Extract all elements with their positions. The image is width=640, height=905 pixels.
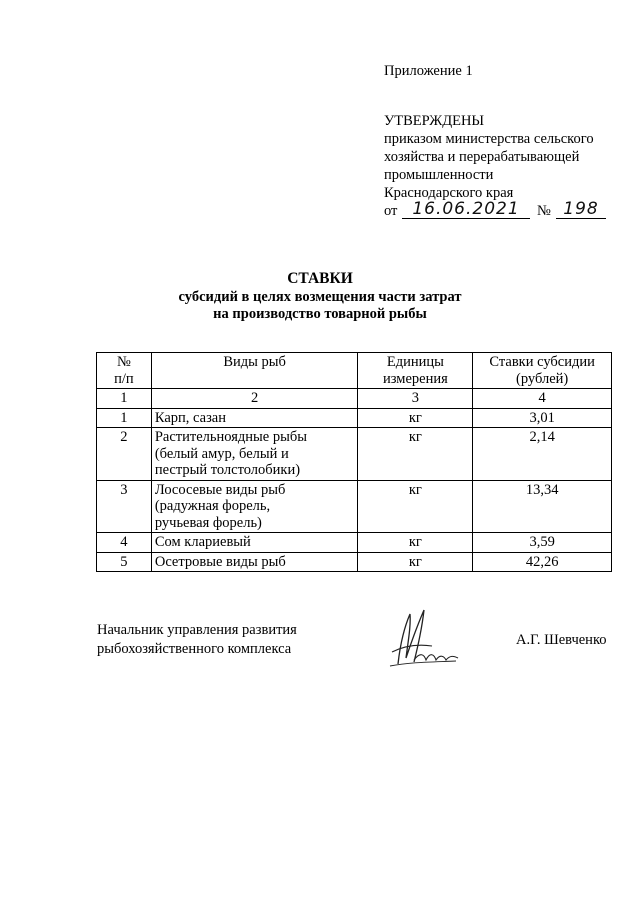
row-unit: кг (358, 428, 473, 481)
row-number: 3 (97, 480, 152, 533)
header-text: Единицы (386, 354, 444, 370)
table-row (97, 428, 612, 481)
signatory-position: Начальник управления развития (97, 622, 297, 638)
approval-line: приказом министерства сельского (384, 131, 594, 147)
row-kind (151, 408, 358, 428)
appendix-label: Приложение 1 (384, 63, 473, 79)
row-unit: кг (358, 480, 473, 533)
row-rate: 42,26 (473, 552, 612, 572)
approval-line: промышленности (384, 167, 494, 183)
approval-date: 16.06.2021 (402, 200, 530, 219)
column-number: 3 (358, 389, 473, 409)
row-rate: 3,01 (473, 408, 612, 428)
header-text: п/п (114, 370, 134, 387)
document-subtitle: субсидий в целях возмещения части затрат (178, 289, 462, 305)
approval-number: 198 (556, 200, 606, 219)
table-row (97, 533, 612, 553)
row-kind (151, 533, 358, 553)
table-row (97, 480, 612, 533)
table-row (97, 552, 612, 572)
document-subtitle: на производство товарной рыбы (213, 306, 427, 322)
table-header-row (97, 353, 612, 389)
row-unit: кг (358, 533, 473, 553)
signatory-position: рыбохозяйственного комплекса (97, 641, 292, 657)
row-number: 4 (97, 533, 152, 553)
signatory-name: А.Г. Шевченко (516, 632, 607, 648)
header-text: измерения (382, 370, 448, 387)
row-kind-line: Сом клариевый (154, 534, 251, 550)
header-text: № (117, 354, 131, 370)
row-kind-line: пестрый толстолобики) (154, 462, 301, 478)
approval-line: хозяйства и перерабатывающей (384, 149, 580, 165)
header-kind (151, 353, 358, 389)
row-rate: 2,14 (473, 428, 612, 481)
row-kind-line: (радужная форель, (154, 498, 271, 514)
table-row (97, 408, 612, 428)
row-number: 5 (97, 552, 152, 572)
header-text: Виды рыб (223, 354, 286, 370)
subsidy-rates-table (96, 352, 612, 572)
row-rate: 13,34 (473, 480, 612, 533)
column-number: 4 (473, 389, 612, 409)
column-number: 1 (97, 389, 152, 409)
row-kind-line: ручьевая форель) (154, 514, 262, 531)
approval-line: Краснодарского края (384, 185, 514, 201)
date-prefix: от (384, 203, 398, 219)
column-number: 2 (151, 389, 358, 409)
header-text: Ставки субсидии (489, 354, 595, 370)
header-rate (473, 353, 612, 389)
header-number (97, 353, 152, 389)
row-kind-line: Лососевые виды рыб (154, 481, 286, 498)
row-kind-line: (белый амур, белый и (154, 445, 289, 462)
number-prefix: № (537, 203, 551, 219)
column-number-row (97, 389, 612, 409)
header-unit (358, 353, 473, 389)
row-number: 2 (97, 428, 152, 481)
row-number: 1 (97, 408, 152, 428)
document-title: СТАВКИ (287, 270, 353, 287)
approval-heading: УТВЕРЖДЕНЫ (384, 113, 485, 129)
row-unit: кг (358, 408, 473, 428)
row-kind (151, 480, 358, 533)
header-text: (рублей) (516, 370, 569, 387)
row-rate: 3,59 (473, 533, 612, 553)
row-kind-line: Осетровые виды рыб (154, 553, 286, 570)
row-kind-line: Растительноядные рыбы (154, 429, 307, 445)
row-kind-line: Карп, сазан (154, 409, 226, 426)
row-unit: кг (358, 552, 473, 572)
row-kind (151, 552, 358, 572)
handwritten-signature (384, 606, 466, 668)
row-kind (151, 428, 358, 481)
